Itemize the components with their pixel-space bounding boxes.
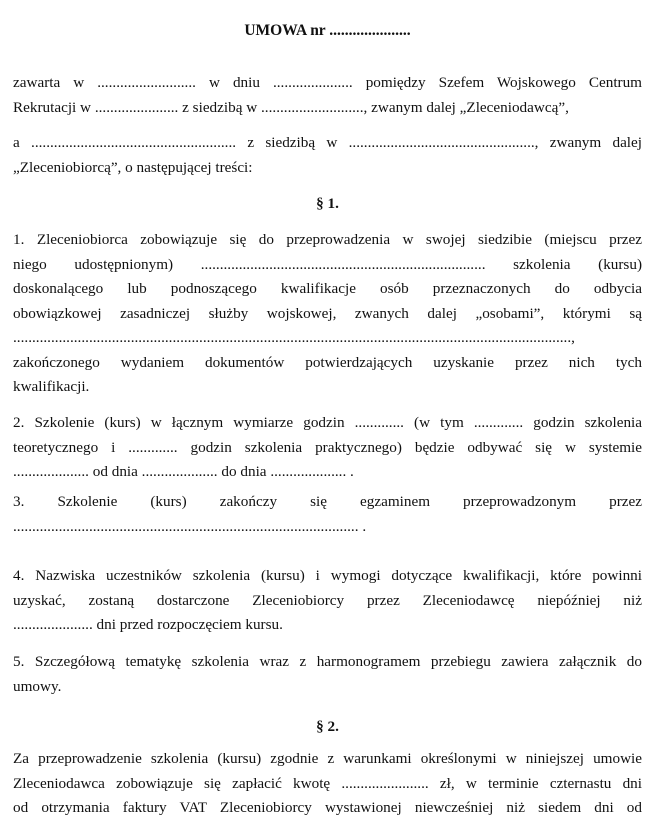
- payment-paragraph: [13, 747, 642, 821]
- section-2-heading: § 2.: [316, 718, 339, 735]
- clause-3-paragraph: [13, 490, 642, 539]
- clause-line: ...................................................................................................................................................,: [13, 329, 575, 346]
- clause-line: Zleceniodawca zobowiązuje się zapłacić kwotę ....................... zł, w terminie czternastu dni: [13, 774, 642, 792]
- clause-line: umowy.: [13, 677, 62, 695]
- clause-line: od otrzymania faktury VAT Zleceniobiorcy wystawionej niewcześniej niż siedem dni od: [13, 799, 642, 816]
- party-paragraph: [13, 131, 642, 180]
- clause-line: zakończonego wydaniem dokumentów potwierdzających uzyskanie przez nich tych: [13, 353, 642, 371]
- section-1-heading: § 1.: [316, 195, 339, 212]
- clause-line: 2. Szkolenie (kurs) w łącznym wymiarze godzin ............. (w tym ............. godzin szkolenia: [13, 414, 642, 431]
- clause-5-paragraph: [13, 650, 642, 699]
- contract-title: UMOWA nr .....................: [244, 22, 411, 39]
- clause-line: ..................... dni przed rozpoczęciem kursu.: [13, 616, 283, 633]
- clause-line: kwalifikacji.: [13, 378, 90, 395]
- clause-line: teoretycznego i ............. godzin szkolenia praktycznego) będzie odbywać się w systemie: [13, 438, 642, 456]
- clause-line: 4. Nazwiska uczestników szkolenia (kursu) i wymogi dotyczące kwalifikacji, które powinni: [13, 567, 642, 584]
- intro-line: zawarta w .......................... w dniu ..................... pomiędzy Szefem Wojskowego Centrum: [13, 74, 642, 91]
- clause-line: uzyskać, zostaną dostarczone Zleceniobiorcy przez Zleceniodawcę niepóźniej niż: [13, 591, 642, 609]
- clause-2-paragraph: [13, 411, 642, 485]
- clause-4-paragraph: [13, 564, 642, 638]
- clause-line: niego udostępnionym) ........................................................................... szkolenia (kursu): [13, 255, 642, 273]
- clause-line: .................... od dnia .................... do dnia .................... .: [13, 463, 354, 480]
- clause-line: Za przeprowadzenie szkolenia (kursu) zgodnie z warunkami określonymi w niniejszej umowie: [13, 750, 642, 767]
- clause-line: obowiązkowej zasadniczej służby wojskowej, zwanych dalej „osobami”, którymi są: [13, 304, 642, 322]
- intro-line: Rekrutacji w ...................... z siedzibą w ..........................., zwanym dalej „Zleceniodawcą”,: [13, 98, 569, 116]
- clause-line: ........................................................................................... .: [13, 517, 367, 535]
- party-line: „Zleceniobiorcą”, o następującej treści:: [13, 158, 253, 176]
- intro-paragraph: [13, 71, 642, 120]
- clause-line: 5. Szczegółową tematykę szkolenia wraz z harmonogramem przebiegu zawiera załącznik do: [13, 653, 642, 670]
- party-line: a ...................................................... z siedzibą w ................................................., zwanym dalej: [13, 134, 642, 151]
- clause-line: doskonalącego lub podnoszącego kwalifikacje osób przeznaczonych do odbycia: [13, 280, 642, 297]
- clause-line: 1. Zleceniobiorca zobowiązuje się do przeprowadzenia w swojej siedzibie (miejscu przez: [13, 231, 642, 248]
- clause-line: 3. Szkolenie (kurs) zakończy się egzaminem przeprowadzonym przez: [13, 493, 642, 510]
- clause-1-paragraph: [13, 228, 642, 400]
